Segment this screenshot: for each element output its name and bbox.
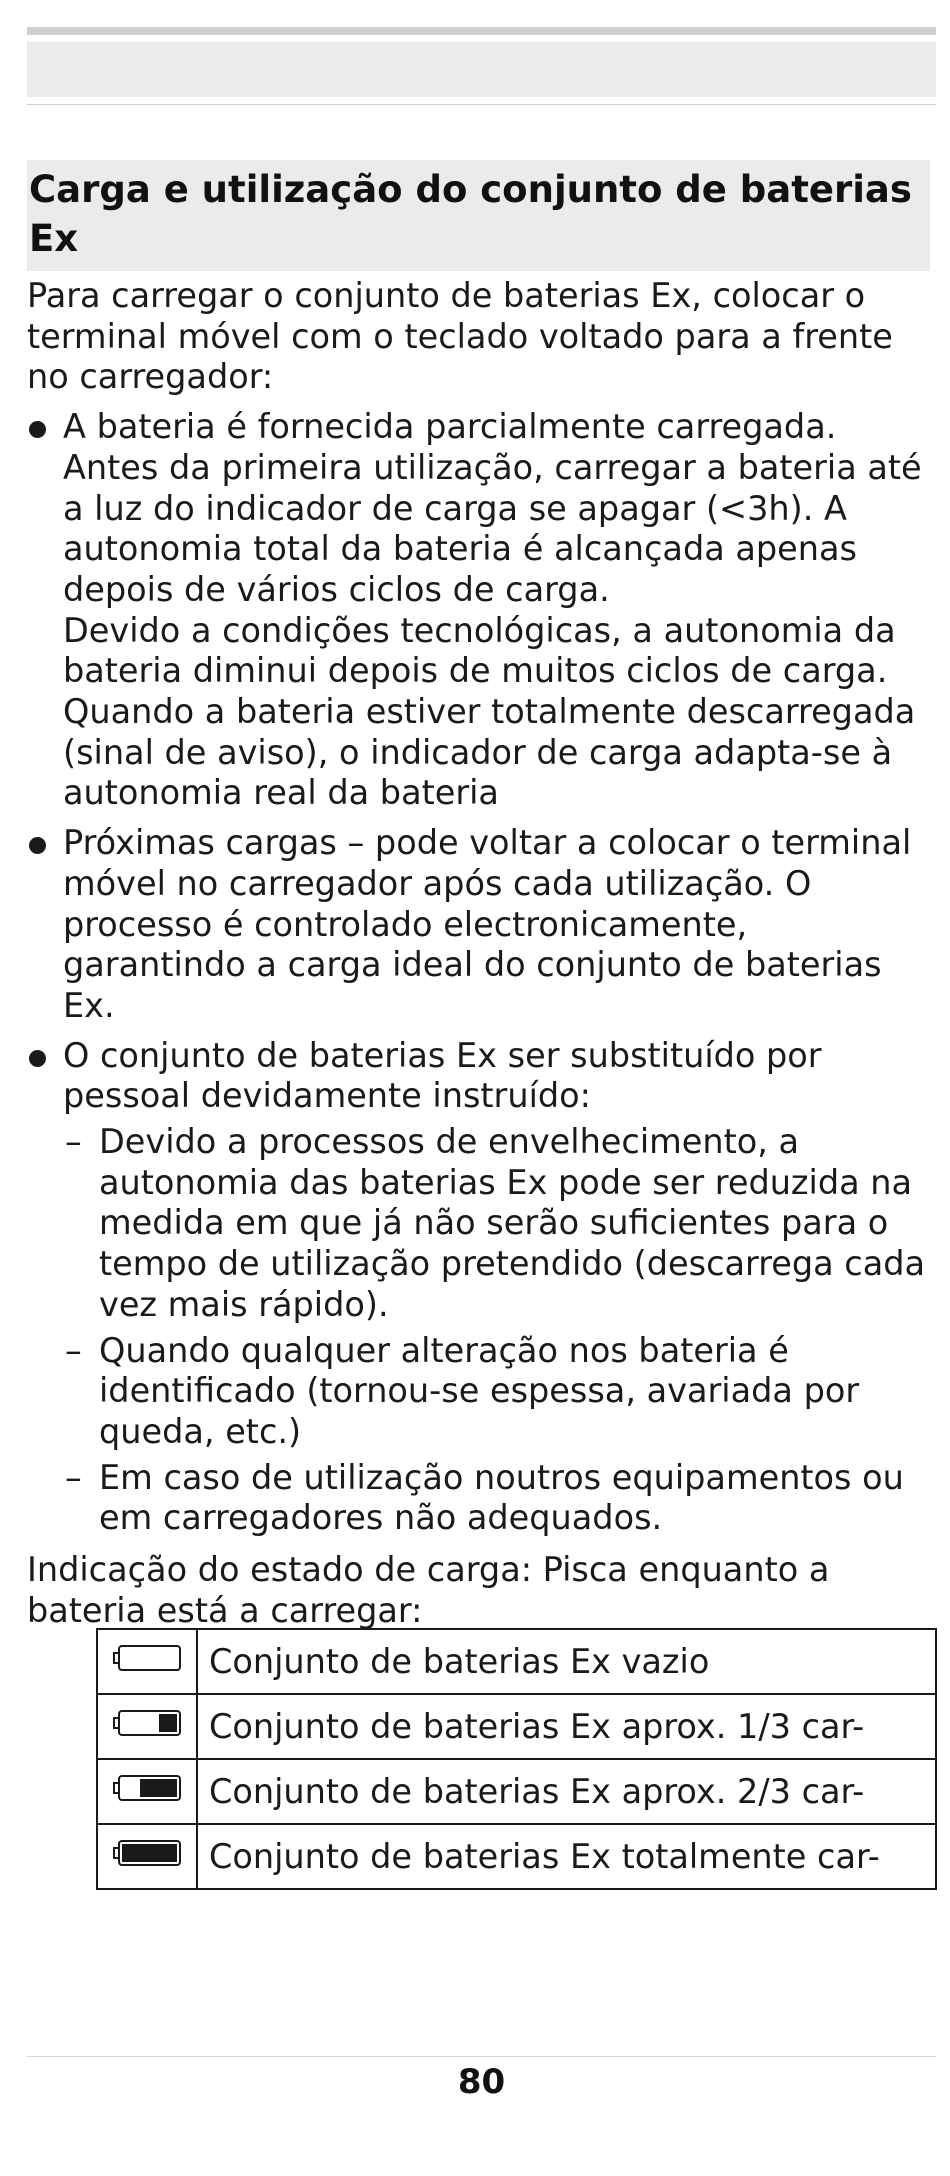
table-row: [97, 1629, 936, 1694]
bullet-item: [27, 407, 937, 814]
battery-empty-icon: [112, 1642, 182, 1674]
header-band: [27, 42, 936, 97]
header-rule: [27, 27, 936, 35]
battery-status-label: Conjunto de baterias Ex totalmente car-: [197, 1824, 936, 1889]
intro-paragraph: Para carregar o conjunto de baterias Ex, colocar o terminal móvel com o teclado voltado para a frente no carregador:: [27, 276, 893, 397]
section-heading: Carga e utilização do conjunto de baterias Ex: [27, 160, 930, 271]
bullet-icon: [29, 837, 46, 854]
charge-indication-text: Indicação do estado de carga: Pisca enquanto a bateria está a carregar:: [27, 1550, 830, 1630]
battery-two-thirds-icon: [112, 1772, 182, 1804]
dash-marker: –: [65, 1330, 82, 1370]
body-content: [27, 276, 937, 1632]
battery-status-table: [96, 1628, 937, 1890]
bullet-text: O conjunto de baterias Ex ser substituído por pessoal devidamente instruído:: [63, 1035, 822, 1116]
dash-item: [63, 1458, 937, 1539]
dash-text: Quando qualquer alteração nos bateria é identificado (tornou-se espessa, avariada por queda, etc.): [99, 1330, 860, 1451]
bullet-text-continued: Devido a condições tecnológicas, a autonomia da bateria diminui depois de muitos ciclos de carga. Quando a bateria estiver totalmente descarregada (sinal de aviso), o indicador de carga adapta-se à autonomia real da bateria: [63, 610, 916, 813]
battery-icon-cell: [97, 1824, 197, 1889]
battery-fill: [159, 1714, 177, 1732]
table-row: [97, 1824, 936, 1889]
battery-fill: [140, 1779, 177, 1797]
bullet-item: [27, 823, 937, 1027]
dash-text: Devido a processos de envelhecimento, a autonomia das baterias Ex pode ser reduzida na medida em que já não serão suficientes para o tempo de utilização pretendido (descarrega cada vez mais rápido).: [99, 1122, 926, 1324]
table-row: [97, 1759, 936, 1824]
bullet-list: [27, 407, 937, 1539]
battery-icon-cell: [97, 1694, 197, 1759]
bullet-icon: [29, 1050, 46, 1067]
battery-one-third-icon: [112, 1707, 182, 1739]
dash-marker: –: [65, 1457, 82, 1497]
dash-text: Em caso de utilização noutros equipamentos ou em carregadores não adequados.: [99, 1457, 904, 1538]
battery-status-label: Conjunto de baterias Ex vazio: [197, 1629, 936, 1694]
bullet-icon: [29, 421, 46, 438]
dash-marker: –: [65, 1122, 82, 1162]
battery-full-icon: [112, 1837, 182, 1869]
battery-status-label: Conjunto de baterias Ex aprox. 2/3 car-: [197, 1759, 936, 1824]
dash-list: [63, 1122, 937, 1539]
header-divider: [27, 104, 936, 105]
bullet-text: A bateria é fornecida parcialmente carregada. Antes da primeira utilização, carregar a bateria até a luz do indicador de carga se apagar (<3h). A autonomia total da bateria é alcançada apenas depois de vários ciclos de carga.: [63, 407, 922, 609]
table-row: [97, 1694, 936, 1759]
battery-status-label: Conjunto de baterias Ex aprox. 1/3 car-: [197, 1694, 936, 1759]
dash-item: [63, 1331, 937, 1453]
battery-icon-cell: [97, 1629, 197, 1694]
battery-fill: [122, 1844, 177, 1862]
bullet-item: [27, 1036, 937, 1539]
page-number: 80: [457, 2062, 506, 2102]
battery-icon-cell: [97, 1759, 197, 1824]
dash-item: [63, 1122, 937, 1326]
bullet-text: Próximas cargas – pode voltar a colocar o terminal móvel no carregador após cada utilização. O processo é controlado electronicamente, garantindo a carga ideal do conjunto de baterias Ex.: [63, 823, 912, 1025]
footer-divider: [27, 2056, 936, 2057]
